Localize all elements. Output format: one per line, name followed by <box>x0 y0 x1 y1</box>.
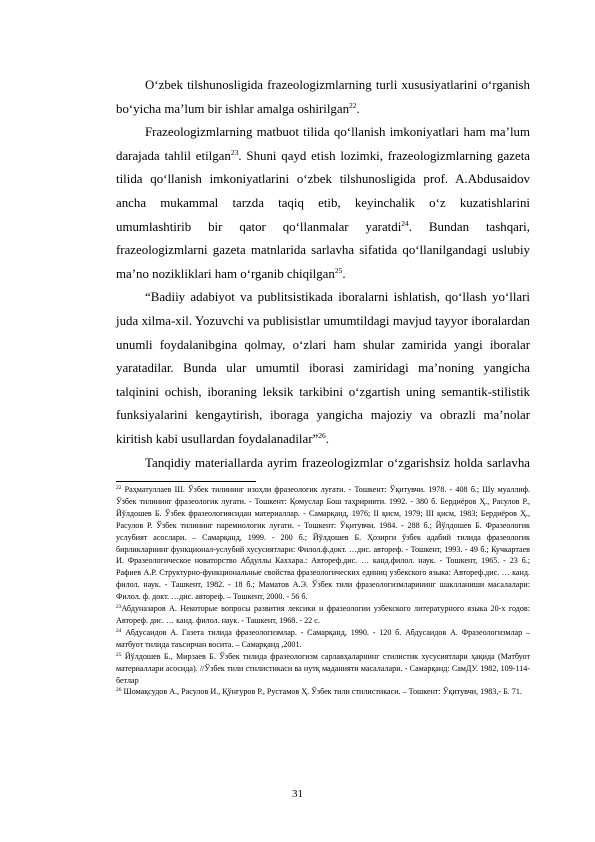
footnote-ref[interactable]: 22 <box>349 100 357 110</box>
footnote-25 <box>116 651 530 687</box>
paragraph-text: . <box>325 431 329 446</box>
page-number: 31 <box>292 788 303 800</box>
paragraph-text: “Badiiy adabiyot va publitsistikada iboralarni ishlatish, qo‘llash yo‘llari juda xilma-xil. Yozuvchi va publisistlar umumtildagi mavjud tayyor iboralardan unumli foydalanibgina qolmay, o‘zlari ham shular zamirida yangi iboralar yaratadilar. Bunda ular umumtil iborasi zamiridagi ma’noning yangicha talqinini ochish, iboraning leksik tarkibini o‘zgartish uning semantik-stilistik funksiyalarini kengaytirish, iboraga yangicha majoziy va obrazli ma’nolar kiritish kabi usullardan foydalanadilar” <box>116 290 530 446</box>
paragraph-text: . Shuni qayd etish lozimki, frazeologizmlarning gazeta tilida qo‘llanish imkoniyatlarini o‘zbek tilshunosligida prof. A.Abdusaidov ancha mukammal tarzda taqiq etib, keyinchalik o‘z kuzatishlarini umumlashtirib bir qator qo‘llanmalar yaratdi <box>116 148 530 234</box>
paragraph-text: Tanqidiy materiallarda ayrim frazeologizmlar o‘zgarishsiz holda sarlavha <box>145 455 530 470</box>
footnote-number: 23 <box>116 604 122 611</box>
footnote-23 <box>116 603 530 627</box>
footnote-number: 25 <box>116 651 122 658</box>
footnote-ref[interactable]: 24 <box>401 218 409 228</box>
paragraph-2 <box>116 121 530 286</box>
footnote-text: Абдусаидов А. Газета тилида фразеологизмлар. - Самарқанд, 1990. - 120 б. Абдусаидов А. Фразеологизмлар – матбуот тилида таъсирчан восита. – Самарқанд ,2001. <box>116 627 530 649</box>
footnote-number: 26 <box>116 687 122 694</box>
footnote-separator <box>116 481 256 482</box>
paragraph-text: O‘zbek tilshunosligida frazeologizmlarning turli xususiyatlarini o‘rganish bo‘yicha ma’lum bir ishlar amalga oshirilgan <box>116 78 530 116</box>
footnote-ref[interactable]: 26 <box>318 430 326 440</box>
paragraph-text: Frazeologizmlarning matbuot tilida qo‘llanish imkoniyatlari ham ma’lum darajada tahlil etilgan <box>116 125 530 163</box>
body-text <box>116 74 530 475</box>
footnote-26 <box>116 686 530 698</box>
paragraph-text: . Bundan tashqari, frazeologizmlarni gazeta matnlarida sarlavha sifatida qo‘llanilgandagi uslubiy ma’no nozikliklari ham o‘rganib chiqilgan <box>116 219 530 281</box>
paragraph-1 <box>116 74 530 121</box>
footnote-text: Шомақсудов А., Расулов И., Қўнғуров Р., Рустамов Ҳ. Ўзбек тили стилистикаси. – Тошкент: Ўқитувчи, 1983,- Б. 71. <box>121 687 522 697</box>
footnote-22 <box>116 484 530 603</box>
paragraph-3 <box>116 286 530 451</box>
footnote-number: 22 <box>116 485 122 491</box>
paragraph-4 <box>116 452 530 476</box>
footnote-ref[interactable]: 25 <box>334 265 343 275</box>
footnote-text: Абдуназаров А. Некоторые вопросы развития лексики и фразеологии узбекского литературного языка 20-х годов: Автореф. дис. … канд. филол. наук. - Ташкент, 1968. - 22 с. <box>116 604 530 625</box>
footnote-text: Раҳматуллаев Ш. Ўзбек тилининг изоҳли фразеологик луғати. - Тошкент: Ўқитувчи. 1978. - 408 б.; Шу муаллиф. Ўзбек тилининг фразеологик луғати. - Тошкент: Қомуслар Бош таҳририяти. 1992. - 380 б. Бердиёров Ҳ., Расулов Р., Йўлдошев Б. Ўзбек фразеологиясидан материаллар. - Самарқанд, 1976; II қисм, 1979; III қисм, 1983; Бердиёров Ҳ., Расулов Р. Ўзбек тилининг паремиологик луғати. - Тошкент: Ўқитувчи. 1984. - 288 б.; Йўлдошев Б. Фразеологик услубият асослари. – Самарқанд, 1999. - 200 б.; Йўлдошев Б. Ҳозирги ўзбек адабий тилида фразеологик бирликларнинг функционал-услубий хусусиятлари: Филол.ф.докт. …дис. автореф. - Тошкент, 1993. - 49 б.; Кучкартаев И. Фразеологическое новаторство Абдуллы Каххара.: Автореф.дис. … канд.филол. наук. - Тошкент, 1965. - 23 б.; Рафиев А.Р. Структурно-функциональные свойства фразеологических единиц узбекского языка: Автореф.дис. … канд. филол. наук. - Ташкент, 1982. - 18 б.; Маматов А.Э. Ўзбек тили фразеологизмларининг шаклланиши масалалари: Филол. ф. докт. …дис. автореф. – Тошкент, 2000. - 56 б. <box>116 485 530 602</box>
paragraph-text: . <box>342 266 346 281</box>
footnote-number: 24 <box>116 627 122 634</box>
paragraph-text: . <box>356 101 360 116</box>
footnote-text: Йўлдошев Б., Мирзаев Б. Ўзбек тилида фразеологизм сарлавҳаларнинг стилистик хусусиятлари ҳақида (Матбуот материаллари асосида). //Ўзбек тили стилистикаси ва нутқ маданияти масалалари. - Самарқанд: СамДУ. 1982, 109-114-бетлар <box>116 651 530 685</box>
footnote-24 <box>116 627 530 651</box>
footnote-ref[interactable]: 23 <box>230 147 239 157</box>
footnotes <box>116 484 530 698</box>
